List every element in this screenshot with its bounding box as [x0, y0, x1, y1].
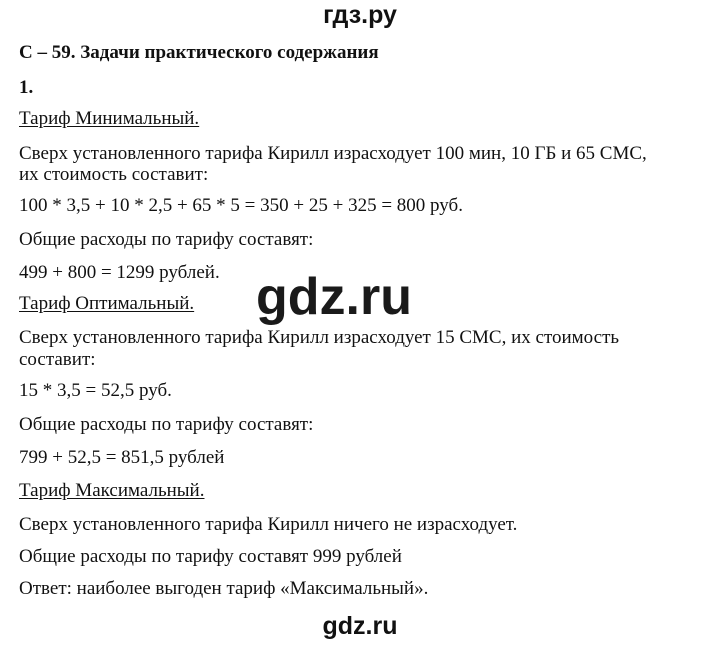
tariff-optimal-excess-line-2: составит:: [19, 349, 96, 370]
watermark: gdz.ru: [256, 268, 412, 326]
tariff-maximal-heading: Тариф Максимальный.: [19, 480, 205, 501]
site-header: [0, 0, 720, 30]
tariff-minimal-excess-line-1: Сверх установленного тарифа Кирилл израсходует 100 мин, 10 ГБ и 65 СМС,: [19, 143, 647, 164]
site-logo-text[interactable]: гдз.ру: [323, 1, 397, 29]
section-title: С – 59. Задачи практического содержания: [19, 42, 379, 63]
footer-logo-text[interactable]: gdz.ru: [322, 612, 398, 640]
tariff-optimal-total: 799 + 52,5 = 851,5 рублей: [19, 447, 225, 468]
tariff-minimal-calculation: 100 * 3,5 + 10 * 2,5 + 65 * 5 = 350 + 25 + 325 = 800 руб.: [19, 195, 463, 216]
site-footer: [0, 611, 720, 641]
answer-line: Ответ: наиболее выгоден тариф «Максимальный».: [19, 578, 429, 599]
tariff-optimal-heading: Тариф Оптимальный.: [19, 293, 195, 314]
tariff-minimal-excess-line-2: их стоимость составит:: [19, 164, 209, 185]
tariff-optimal-calculation: 15 * 3,5 = 52,5 руб.: [19, 380, 172, 401]
tariff-maximal-total-label: Общие расходы по тарифу составят 999 рублей: [19, 546, 402, 567]
tariff-maximal-excess: Сверх установленного тарифа Кирилл ничего не израсходует.: [19, 514, 518, 535]
task-number: 1.: [19, 77, 34, 98]
tariff-minimal-heading: Тариф Минимальный.: [19, 108, 200, 129]
tariff-optimal-excess-line-1: Сверх установленного тарифа Кирилл израсходует 15 СМС, их стоимость: [19, 327, 620, 348]
tariff-minimal-total-label: Общие расходы по тарифу составят:: [19, 229, 314, 250]
tariff-optimal-total-label: Общие расходы по тарифу составят:: [19, 414, 314, 435]
tariff-minimal-total: 499 + 800 = 1299 рублей.: [19, 262, 220, 283]
